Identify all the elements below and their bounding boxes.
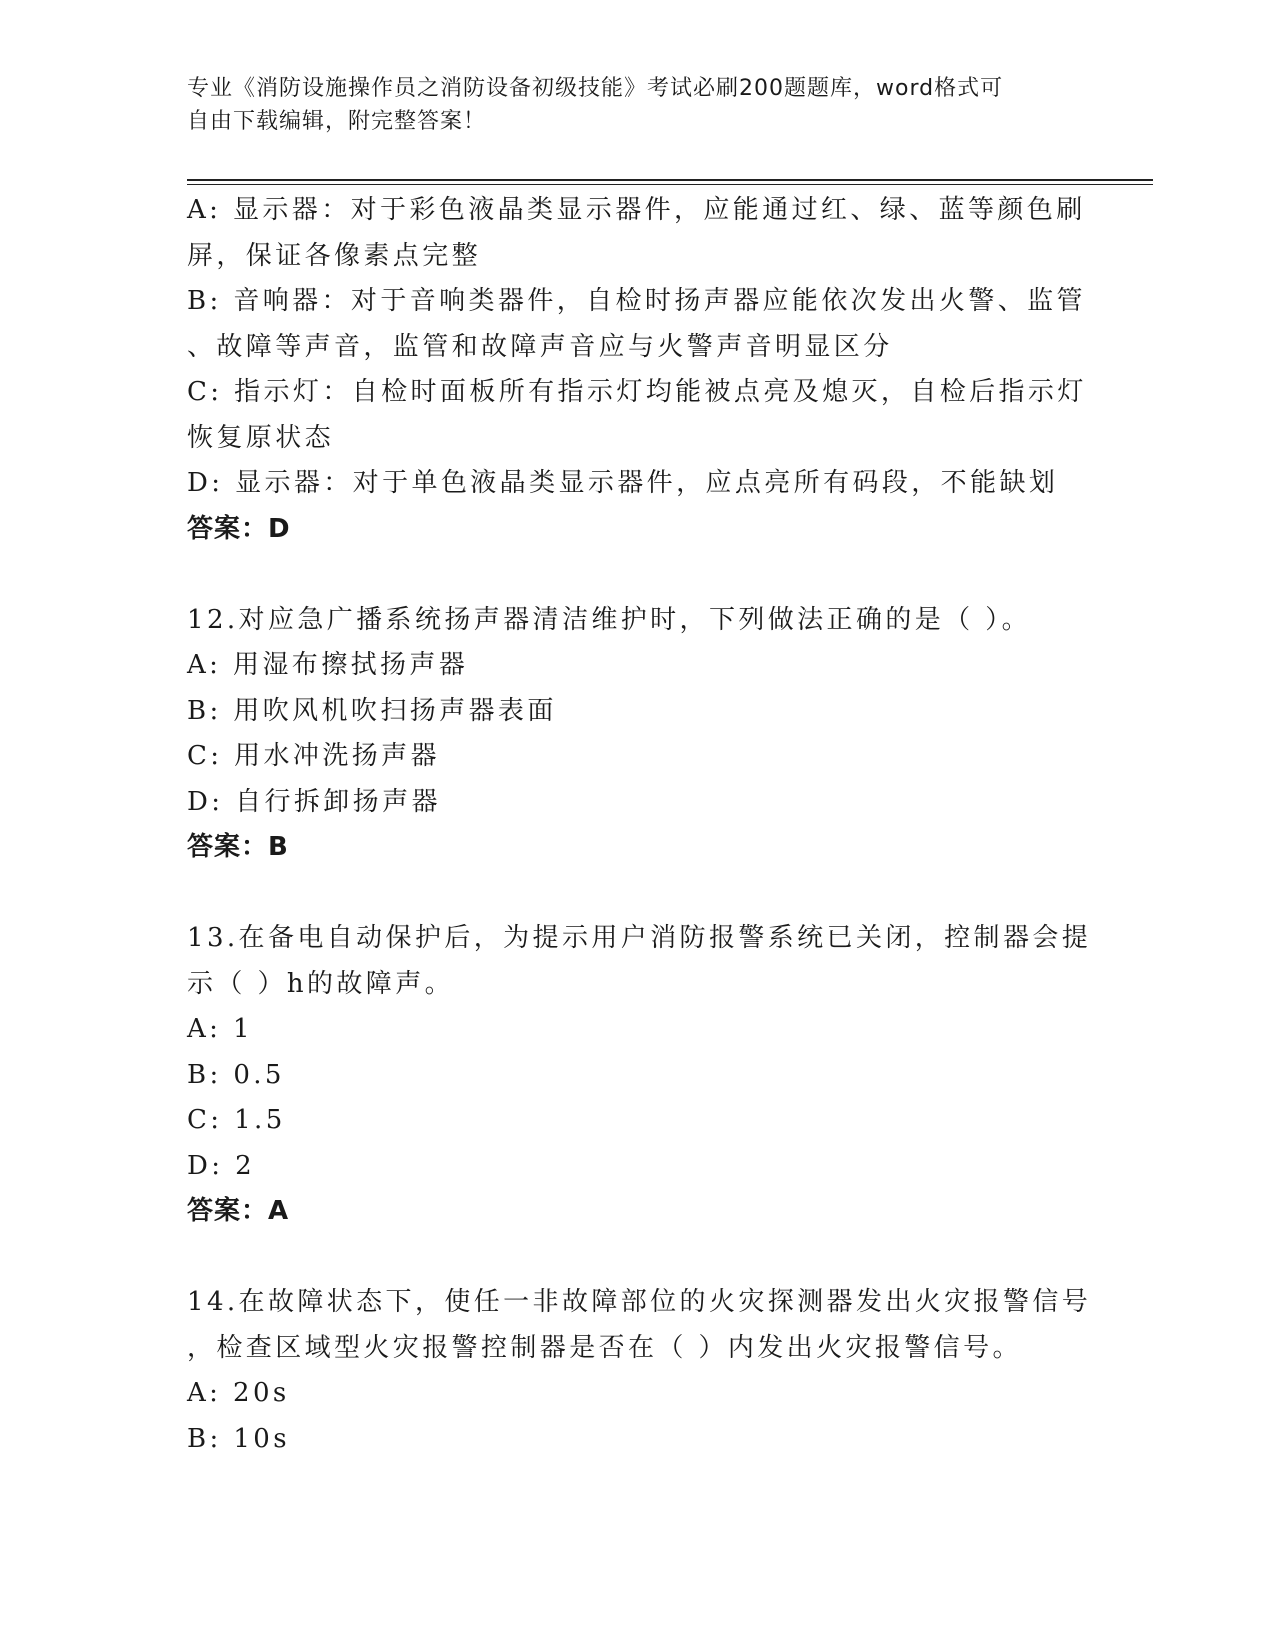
spacer (187, 871, 1087, 917)
header-rule-thin (187, 184, 1153, 185)
option-b-line-2: 、故障等声音，监管和故障声音应与火警声音明显区分 (187, 331, 893, 362)
question-stem-line-2: 示（ ）h的故障声。 (187, 968, 455, 999)
question-11-options (187, 188, 1087, 552)
option-a-line-1: A: 显示器：对于彩色液晶类显示器件，应能通过红、绿、蓝等颜色刷 (187, 195, 1086, 225)
question-stem-line-1: 14.在故障状态下，使任一非故障部位的火灾探测器发出火灾报警信号 (187, 1287, 1092, 1317)
header-line-2: 自由下载编辑，附完整答案！ (187, 109, 487, 134)
option-a: A: 用湿布擦拭扬声器 (187, 650, 469, 680)
option-d: D: 自行拆卸扬声器 (187, 786, 441, 817)
option-a-line-2: 屏，保证各像素点完整 (187, 240, 482, 271)
option-d-line-1: D: 显示器：对于单色液晶类显示器件，应点亮所有码段，不能缺划 (187, 468, 1059, 498)
option-b: B: 10s (187, 1423, 290, 1454)
option-a: A: 1 (187, 1014, 253, 1044)
option-c: C: 1.5 (187, 1105, 286, 1135)
answer: 答案：B (187, 832, 289, 862)
question-content (187, 188, 1092, 1462)
option-b: B: 0.5 (187, 1059, 285, 1090)
spacer (187, 552, 1087, 598)
header-rule-thick (187, 179, 1153, 181)
question-13 (187, 916, 1092, 1235)
option-b-line-1: B: 音响器：对于音响类器件，自检时扬声器应能依次发出火警、监管 (187, 286, 1086, 316)
option-c-line-1: C: 指示灯：自检时面板所有指示灯均能被点亮及熄灭，自检后指示灯 (187, 377, 1087, 407)
question-stem: 12.对应急广播系统扬声器清洁维护时，下列做法正确的是（ ）。 (187, 604, 1032, 635)
question-14 (187, 1280, 1092, 1462)
question-stem-line-2: ，检查区域型火灾报警控制器是否在（ ）内发出火灾报警信号。 (187, 1332, 1022, 1363)
question-stem-line-1: 13.在备电自动保护后，为提示用户消防报警系统已关闭，控制器会提 (187, 923, 1092, 953)
answer: 答案：A (187, 1196, 290, 1226)
document-header (187, 72, 1087, 138)
spacer (187, 1235, 1087, 1281)
option-d: D: 2 (187, 1150, 256, 1181)
option-a: A: 20s (187, 1378, 290, 1408)
option-b: B: 用吹风机吹扫扬声器表面 (187, 695, 557, 726)
answer: 答案：D (187, 513, 291, 544)
header-line-1: 专业《消防设施操作员之消防设备初级技能》考试必刷200题题库，word格式可 (187, 76, 1004, 101)
question-12 (187, 598, 1087, 871)
option-c-line-2: 恢复原状态 (187, 422, 335, 453)
option-c: C: 用水冲洗扬声器 (187, 741, 440, 771)
